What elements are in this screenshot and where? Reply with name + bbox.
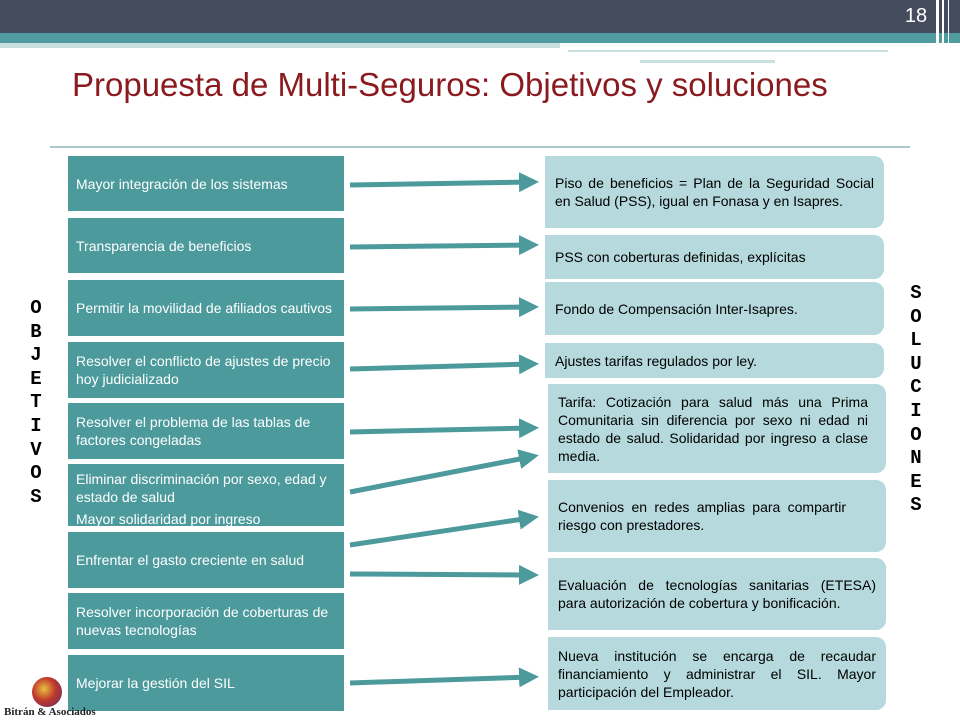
letter: L	[910, 329, 922, 352]
solution-text: Tarifa: Cotización para salud más una Prima Comunitaria sin diferencia por sexo ni edad ni estado de salud. Solidaridad por ingreso a clase media.	[558, 393, 868, 464]
letter: E	[910, 470, 922, 493]
solution-text: Piso de beneficios = Plan de la Seguridad Social en Salud (PSS), igual en Fonasa y en Isapres.	[555, 175, 874, 209]
objective-text: Enfrentar el gasto creciente en salud	[76, 552, 305, 568]
slide-title: Propuesta de Multi-Seguros: Objetivos y soluciones	[72, 66, 828, 103]
objective-text: Permitir la movilidad de afiliados cautivos	[76, 300, 332, 316]
letter: B	[30, 320, 42, 343]
company-logo-text: Bitrán & Asociados	[4, 706, 96, 718]
letter: C	[910, 376, 922, 399]
letter: E	[30, 367, 42, 390]
arrow-6	[350, 457, 530, 492]
solution-text: Convenios en redes amplias para compartir riesgo con prestadores.	[558, 499, 846, 533]
objective-text: Mayor integración de los sistemas	[76, 175, 288, 192]
letter: I	[30, 414, 42, 437]
objective-text: Resolver incorporación de coberturas de nuevas tecnologías	[76, 604, 329, 638]
solution-text: Evaluación de tecnologías sanitarias (ETESA) para autorización de cobertura y bonificación.	[558, 577, 876, 611]
objective-text: Resolver el conflicto de ajustes de precio hoy judicializado	[76, 353, 331, 387]
page-number: 18	[904, 5, 928, 27]
letter: V	[30, 438, 42, 461]
letter: O	[30, 297, 42, 319]
letter: T	[30, 391, 42, 414]
arrow-5	[350, 428, 530, 432]
arrow-9	[350, 677, 530, 683]
solution-text: Fondo de Compensación Inter-Isapres.	[555, 300, 798, 317]
letter: S	[910, 282, 922, 304]
letter: I	[910, 399, 922, 422]
company-logo	[32, 677, 62, 707]
letter: O	[30, 462, 42, 485]
objective-text-secondary: Mayor solidaridad por ingreso	[76, 511, 261, 527]
solution-text: PSS con coberturas definidas, explícitas	[555, 249, 806, 265]
objective-text: Eliminar discriminación por sexo, edad y estado de salud	[76, 471, 327, 505]
arrow-8	[350, 574, 530, 575]
solution-text: Nueva institución se encarga de recaudar financiamiento y administrar el SIL. Mayor participación del Empleador.	[558, 647, 876, 700]
arrow-7	[350, 518, 530, 545]
letter: S	[30, 485, 42, 508]
arrow-3	[350, 307, 530, 309]
objective-text: Resolver el problema de las tablas de factores congeladas	[76, 414, 311, 448]
objective-text: Transparencia de beneficios	[76, 237, 252, 254]
letter: U	[910, 352, 922, 375]
letter: N	[910, 447, 922, 470]
objective-text: Mejorar la gestión del SIL	[76, 675, 235, 691]
arrow-4	[350, 364, 530, 369]
letter: O	[910, 305, 922, 328]
letter: S	[910, 494, 922, 517]
arrow-2	[350, 245, 530, 247]
solution-text: Ajustes tarifas regulados por ley.	[555, 352, 758, 369]
letter: J	[30, 344, 42, 367]
arrow-1	[350, 182, 530, 185]
letter: O	[910, 423, 922, 446]
